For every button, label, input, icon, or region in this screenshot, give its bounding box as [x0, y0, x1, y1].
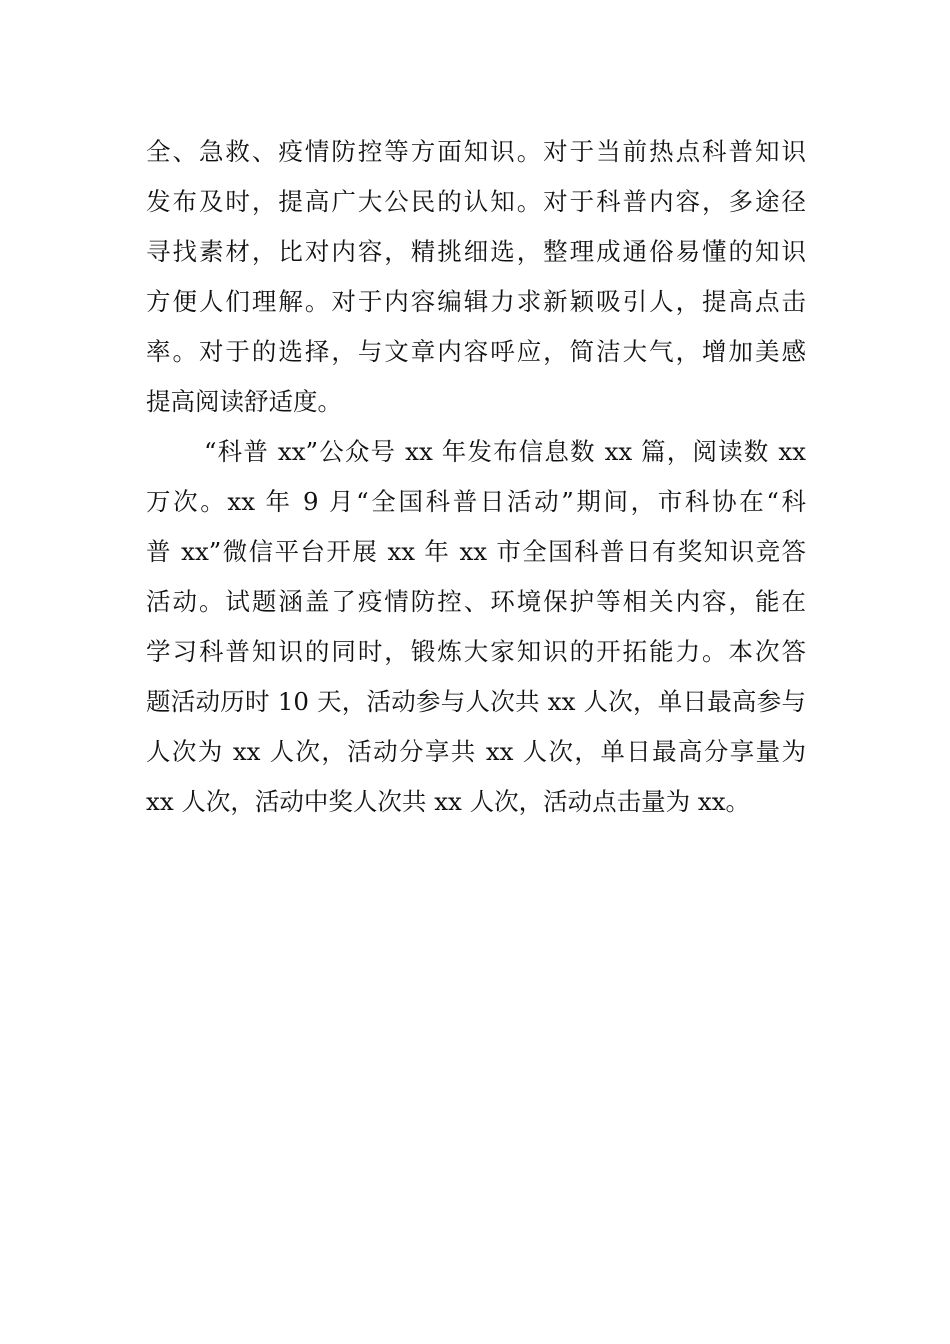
paragraph-line: 提高阅读舒适度。	[146, 387, 342, 416]
document-body	[146, 127, 806, 827]
paragraph-line: 题活动历时 10 天，活动参与人次共 xx 人次，单日最高参与	[146, 687, 806, 716]
paragraph-line: 发布及时，提高广大公民的认知。对于科普内容，多途径	[146, 187, 806, 216]
paragraph-line: 普 xx”微信平台开展 xx 年 xx 市全国科普日有奖知识竞答	[146, 537, 806, 566]
paragraph-line: 方便人们理解。对于内容编辑力求新颖吸引人，提高点击	[146, 287, 806, 316]
paragraph-line: 人次为 xx 人次，活动分享共 xx 人次，单日最高分享量为	[146, 737, 806, 766]
paragraph-line: 寻找素材，比对内容，精挑细选，整理成通俗易懂的知识	[146, 237, 806, 266]
paragraph-line: “科普 xx”公众号 xx 年发布信息数 xx 篇，阅读数 xx	[204, 437, 806, 466]
paragraph-line: 活动。试题涵盖了疫情防控、环境保护等相关内容，能在	[146, 587, 806, 616]
paragraph-line: 全、急救、疫情防控等方面知识。对于当前热点科普知识	[146, 137, 806, 166]
paragraph-line: xx 人次，活动中奖人次共 xx 人次，活动点击量为 xx。	[146, 787, 751, 816]
paragraph-line: 率。对于的选择，与文章内容呼应，简洁大气，增加美感	[146, 337, 806, 366]
paragraph-1	[146, 127, 806, 427]
paragraph-line: 学习科普知识的同时，锻炼大家知识的开拓能力。本次答	[146, 637, 806, 666]
paragraph-line: 万次。xx 年 9 月“全国科普日活动”期间，市科协在“科	[146, 487, 806, 516]
paragraph-2	[146, 427, 806, 827]
